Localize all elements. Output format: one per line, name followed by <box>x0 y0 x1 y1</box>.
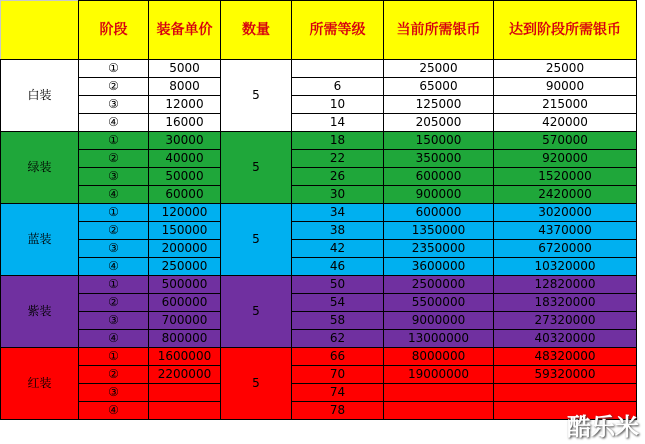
current-silver-cell[interactable]: 600000 <box>384 168 494 186</box>
stage-cell[interactable]: ③ <box>79 384 149 402</box>
header-current-silver[interactable]: 当前所需银币 <box>384 1 494 60</box>
unit-price-cell[interactable]: 250000 <box>149 258 221 276</box>
current-silver-cell[interactable]: 350000 <box>384 150 494 168</box>
unit-price-cell[interactable]: 5000 <box>149 60 221 78</box>
required-level-cell[interactable]: 6 <box>292 78 384 96</box>
header-required-level[interactable]: 所需等级 <box>292 1 384 60</box>
stage-cell[interactable]: ① <box>79 348 149 366</box>
current-silver-cell[interactable]: 2350000 <box>384 240 494 258</box>
current-silver-cell[interactable]: 13000000 <box>384 330 494 348</box>
unit-price-cell[interactable]: 700000 <box>149 312 221 330</box>
required-level-cell[interactable]: 78 <box>292 402 384 420</box>
current-silver-cell[interactable] <box>384 402 494 420</box>
current-silver-cell[interactable]: 150000 <box>384 132 494 150</box>
current-silver-cell[interactable]: 5500000 <box>384 294 494 312</box>
stage-cell[interactable]: ④ <box>79 114 149 132</box>
unit-price-cell[interactable]: 200000 <box>149 240 221 258</box>
quantity-cell[interactable]: 5 <box>221 60 292 132</box>
group-name-cell[interactable]: 红装 <box>1 348 79 420</box>
table-row <box>1 150 637 168</box>
unit-price-cell[interactable]: 30000 <box>149 132 221 150</box>
table-row <box>1 402 637 420</box>
cumulative-silver-cell[interactable]: 12820000 <box>494 276 637 294</box>
header-row <box>1 1 637 60</box>
required-level-cell[interactable]: 58 <box>292 312 384 330</box>
table-row <box>1 258 637 276</box>
required-level-cell[interactable]: 54 <box>292 294 384 312</box>
cumulative-silver-cell[interactable]: 90000 <box>494 78 637 96</box>
cumulative-silver-cell[interactable]: 40320000 <box>494 330 637 348</box>
table-row <box>1 60 637 78</box>
required-level-cell[interactable]: 74 <box>292 384 384 402</box>
required-level-cell[interactable]: 34 <box>292 204 384 222</box>
required-level-cell[interactable]: 10 <box>292 96 384 114</box>
cumulative-silver-cell[interactable]: 4370000 <box>494 222 637 240</box>
unit-price-cell[interactable]: 500000 <box>149 276 221 294</box>
group-name-cell[interactable]: 绿装 <box>1 132 79 204</box>
required-level-cell[interactable]: 14 <box>292 114 384 132</box>
header-stage[interactable]: 阶段 <box>79 1 149 60</box>
unit-price-cell[interactable]: 12000 <box>149 96 221 114</box>
cumulative-silver-cell[interactable]: 920000 <box>494 150 637 168</box>
stage-cell[interactable]: ④ <box>79 402 149 420</box>
stage-cell[interactable]: ① <box>79 204 149 222</box>
table-row <box>1 78 637 96</box>
cumulative-silver-cell[interactable]: 25000 <box>494 60 637 78</box>
stage-cell[interactable]: ③ <box>79 312 149 330</box>
current-silver-cell[interactable]: 1350000 <box>384 222 494 240</box>
cumulative-silver-cell[interactable]: 3020000 <box>494 204 637 222</box>
required-level-cell[interactable]: 70 <box>292 366 384 384</box>
current-silver-cell[interactable]: 125000 <box>384 96 494 114</box>
required-level-cell[interactable]: 38 <box>292 222 384 240</box>
table-row <box>1 384 637 402</box>
required-level-cell[interactable]: 66 <box>292 348 384 366</box>
cumulative-silver-cell[interactable]: 420000 <box>494 114 637 132</box>
cumulative-silver-cell[interactable] <box>494 384 637 402</box>
cumulative-silver-cell[interactable]: 1520000 <box>494 168 637 186</box>
group-name-cell[interactable]: 蓝装 <box>1 204 79 276</box>
required-level-cell[interactable]: 46 <box>292 258 384 276</box>
group-name-cell[interactable]: 白装 <box>1 60 79 132</box>
stage-cell[interactable]: ④ <box>79 186 149 204</box>
stage-cell[interactable]: ② <box>79 78 149 96</box>
cumulative-silver-cell[interactable]: 59320000 <box>494 366 637 384</box>
table-row <box>1 204 637 222</box>
table-row <box>1 168 637 186</box>
unit-price-cell[interactable] <box>149 384 221 402</box>
current-silver-cell[interactable]: 600000 <box>384 204 494 222</box>
group-name-cell[interactable]: 紫装 <box>1 276 79 348</box>
table-row <box>1 276 637 294</box>
cumulative-silver-cell[interactable]: 2420000 <box>494 186 637 204</box>
unit-price-cell[interactable]: 120000 <box>149 204 221 222</box>
current-silver-cell[interactable]: 19000000 <box>384 366 494 384</box>
unit-price-cell[interactable]: 40000 <box>149 150 221 168</box>
stage-cell[interactable]: ③ <box>79 240 149 258</box>
header-cumulative-silver[interactable]: 达到阶段所需银币 <box>494 1 637 60</box>
table-row <box>1 312 637 330</box>
table-row <box>1 240 637 258</box>
table-body <box>1 1 637 420</box>
table-row <box>1 132 637 150</box>
unit-price-cell[interactable]: 600000 <box>149 294 221 312</box>
table-row <box>1 294 637 312</box>
required-level-cell[interactable]: 50 <box>292 276 384 294</box>
required-level-cell[interactable]: 22 <box>292 150 384 168</box>
watermark-logo: 酷乐米 <box>567 413 639 441</box>
stage-cell[interactable]: ② <box>79 150 149 168</box>
stage-cell[interactable]: ③ <box>79 168 149 186</box>
cumulative-silver-cell[interactable]: 18320000 <box>494 294 637 312</box>
required-level-cell[interactable]: 62 <box>292 330 384 348</box>
required-level-cell[interactable] <box>292 60 384 78</box>
current-silver-cell[interactable]: 8000000 <box>384 348 494 366</box>
current-silver-cell[interactable]: 900000 <box>384 186 494 204</box>
header-corner[interactable] <box>1 1 79 60</box>
current-silver-cell[interactable]: 9000000 <box>384 312 494 330</box>
current-silver-cell[interactable]: 3600000 <box>384 258 494 276</box>
required-level-cell[interactable]: 18 <box>292 132 384 150</box>
stage-cell[interactable]: ② <box>79 222 149 240</box>
quantity-cell[interactable]: 5 <box>221 276 292 348</box>
unit-price-cell[interactable]: 16000 <box>149 114 221 132</box>
unit-price-cell[interactable]: 800000 <box>149 330 221 348</box>
quantity-cell[interactable]: 5 <box>221 204 292 276</box>
stage-cell[interactable]: ② <box>79 366 149 384</box>
header-unit-price[interactable]: 装备单价 <box>149 1 221 60</box>
current-silver-cell[interactable]: 2500000 <box>384 276 494 294</box>
table-row <box>1 330 637 348</box>
table-row <box>1 114 637 132</box>
stage-cell[interactable]: ③ <box>79 96 149 114</box>
unit-price-cell[interactable] <box>149 402 221 420</box>
current-silver-cell[interactable]: 25000 <box>384 60 494 78</box>
table-row <box>1 222 637 240</box>
table-row <box>1 366 637 384</box>
table-row <box>1 96 637 114</box>
unit-price-cell[interactable]: 8000 <box>149 78 221 96</box>
quantity-cell[interactable]: 5 <box>221 132 292 204</box>
unit-price-cell[interactable]: 2200000 <box>149 366 221 384</box>
stage-cell[interactable]: ① <box>79 276 149 294</box>
required-level-cell[interactable]: 30 <box>292 186 384 204</box>
stage-cell[interactable]: ④ <box>79 258 149 276</box>
required-level-cell[interactable]: 42 <box>292 240 384 258</box>
cumulative-silver-cell[interactable]: 10320000 <box>494 258 637 276</box>
unit-price-cell[interactable]: 150000 <box>149 222 221 240</box>
header-quantity[interactable]: 数量 <box>221 1 292 60</box>
current-silver-cell[interactable]: 205000 <box>384 114 494 132</box>
quantity-cell[interactable]: 5 <box>221 348 292 420</box>
cumulative-silver-cell[interactable]: 6720000 <box>494 240 637 258</box>
stage-cell[interactable]: ② <box>79 294 149 312</box>
stage-cell[interactable]: ① <box>79 60 149 78</box>
cumulative-silver-cell[interactable]: 48320000 <box>494 348 637 366</box>
cumulative-silver-cell[interactable]: 215000 <box>494 96 637 114</box>
unit-price-cell[interactable]: 1600000 <box>149 348 221 366</box>
cumulative-silver-cell[interactable]: 27320000 <box>494 312 637 330</box>
required-level-cell[interactable]: 26 <box>292 168 384 186</box>
cumulative-silver-cell[interactable]: 570000 <box>494 132 637 150</box>
table-row <box>1 348 637 366</box>
unit-price-cell[interactable]: 60000 <box>149 186 221 204</box>
current-silver-cell[interactable]: 65000 <box>384 78 494 96</box>
table-row <box>1 186 637 204</box>
stage-cell[interactable]: ④ <box>79 330 149 348</box>
unit-price-cell[interactable]: 50000 <box>149 168 221 186</box>
current-silver-cell[interactable] <box>384 384 494 402</box>
stage-cell[interactable]: ① <box>79 132 149 150</box>
